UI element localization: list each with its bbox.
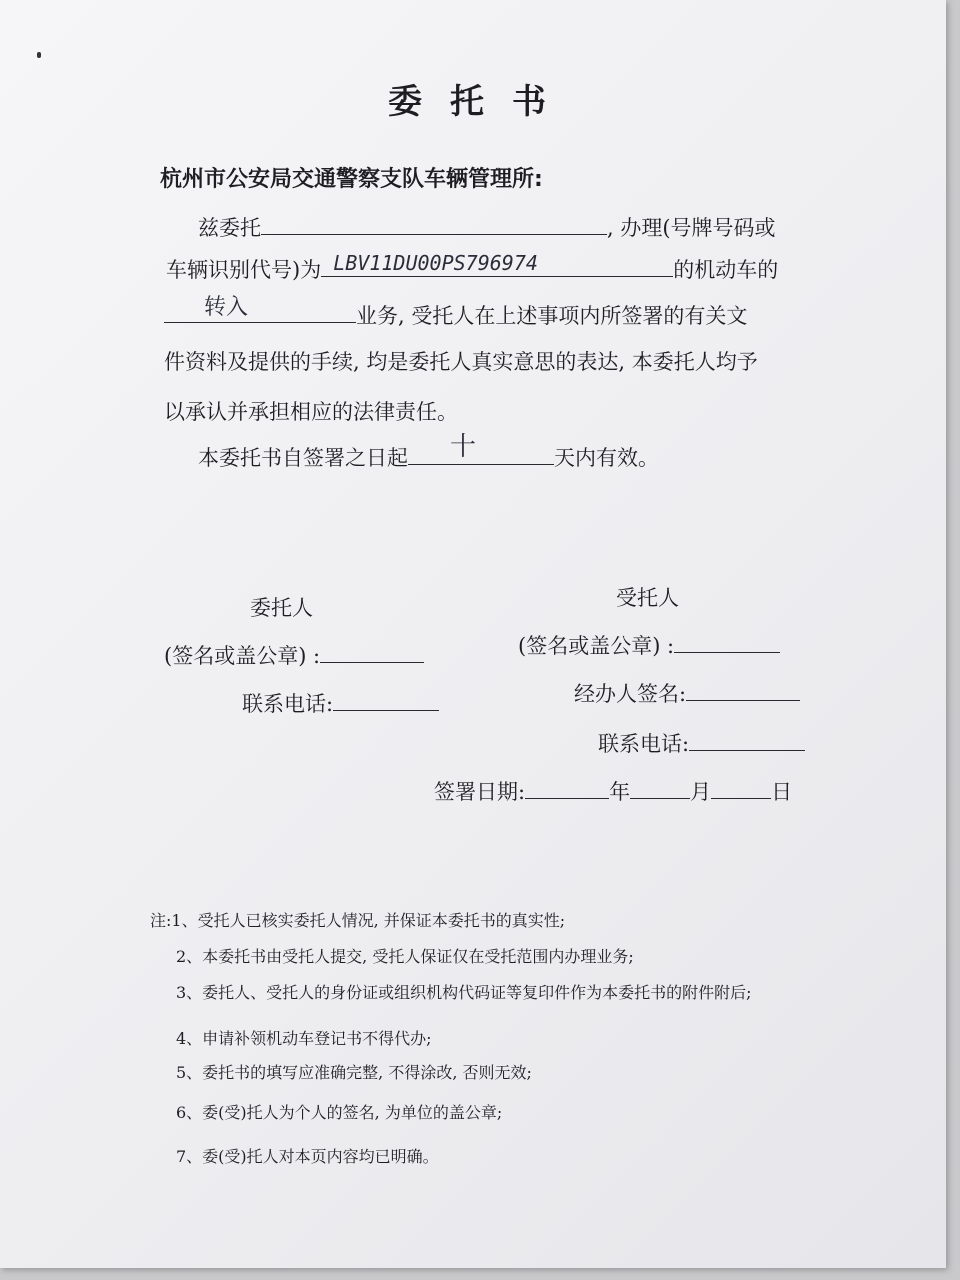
para-line-5: 以承认并承担相应的法律责任。	[164, 400, 458, 424]
line3-suffix: 业务, 受托人在上述事项内所签署的有关文	[356, 304, 748, 328]
agent-phone-label: 联系电话:	[598, 732, 690, 756]
date-label: 签署日期:	[434, 780, 526, 804]
note-4: 4、申请补领机动车登记书不得代办;	[176, 1029, 432, 1048]
validity-days-blank[interactable]	[408, 432, 554, 465]
vin-blank[interactable]	[321, 251, 673, 277]
principal-phone-label: 联系电话:	[242, 692, 334, 716]
date-month-label: 月	[690, 780, 712, 804]
principal-sign-blank[interactable]	[320, 640, 424, 663]
note-5: 5、委托书的填写应准确完整, 不得涂改, 否则无效;	[176, 1063, 532, 1082]
agent-sign-label: (签名或盖公章) :	[518, 634, 675, 658]
business-blank[interactable]	[164, 295, 356, 323]
line2-prefix: 车辆识别代号)为	[166, 258, 322, 282]
principal-phone-row	[242, 688, 439, 718]
para-line-1	[198, 212, 776, 242]
line2-suffix: 的机动车的	[673, 258, 779, 282]
date-day-label: 日	[771, 780, 793, 804]
handler-sign-label: 经办人签名:	[574, 682, 687, 706]
validity-suffix: 天内有效。	[554, 446, 659, 470]
para-line-4: 件资料及提供的手续, 均是委托人真实意思的表达, 本委托人均予	[164, 350, 758, 374]
agent-phone-blank[interactable]	[689, 728, 805, 751]
ink-dot	[37, 52, 41, 58]
note-7: 7、委(受)托人对本页内容均已明确。	[176, 1147, 439, 1166]
principal-name-blank[interactable]	[261, 212, 607, 235]
addressee: 杭州市公安局交通警察支队车辆管理所:	[160, 167, 543, 192]
handler-sign-row	[574, 678, 800, 708]
date-month-blank[interactable]	[630, 776, 690, 799]
para-line-2	[166, 251, 779, 284]
date-day-blank[interactable]	[711, 776, 771, 799]
principal-phone-blank[interactable]	[333, 688, 439, 711]
business-handwritten: 转入	[204, 295, 249, 320]
document-title: 委托书	[388, 82, 574, 122]
line1-suffix: , 办理(号牌号码或	[607, 216, 776, 240]
note-2: 2、本委托书由受托人提交, 受托人保证仅在受托范围内办理业务;	[176, 947, 634, 966]
date-year-label: 年	[609, 780, 631, 804]
note-1: 注:1、受托人已核实委托人情况, 并保证本委托书的真实性;	[150, 911, 566, 930]
validity-handwritten: 十	[450, 432, 477, 462]
date-row	[434, 776, 792, 806]
principal-sign-label: (签名或盖公章) :	[164, 644, 321, 668]
agent-sign-row	[518, 630, 780, 660]
para-line-3	[164, 295, 748, 330]
validity-prefix: 本委托书自签署之日起	[198, 446, 408, 470]
agent-title: 受托人	[616, 586, 679, 610]
line1-prefix: 兹委托	[198, 216, 261, 240]
note-6: 6、委(受)托人为个人的签名, 为单位的盖公章;	[176, 1103, 503, 1122]
vin-handwritten: LBV11DU00PS796974	[333, 251, 538, 275]
validity-line	[198, 432, 659, 472]
principal-sign-row	[164, 640, 424, 670]
handler-sign-blank[interactable]	[686, 678, 800, 701]
note-3: 3、委托人、受托人的身份证或组织机构代码证等复印件作为本委托书的附件附后;	[176, 983, 752, 1002]
principal-title: 委托人	[250, 596, 313, 620]
agent-sign-blank[interactable]	[674, 630, 780, 653]
date-year-blank[interactable]	[525, 776, 609, 799]
agent-phone-row	[598, 728, 805, 758]
